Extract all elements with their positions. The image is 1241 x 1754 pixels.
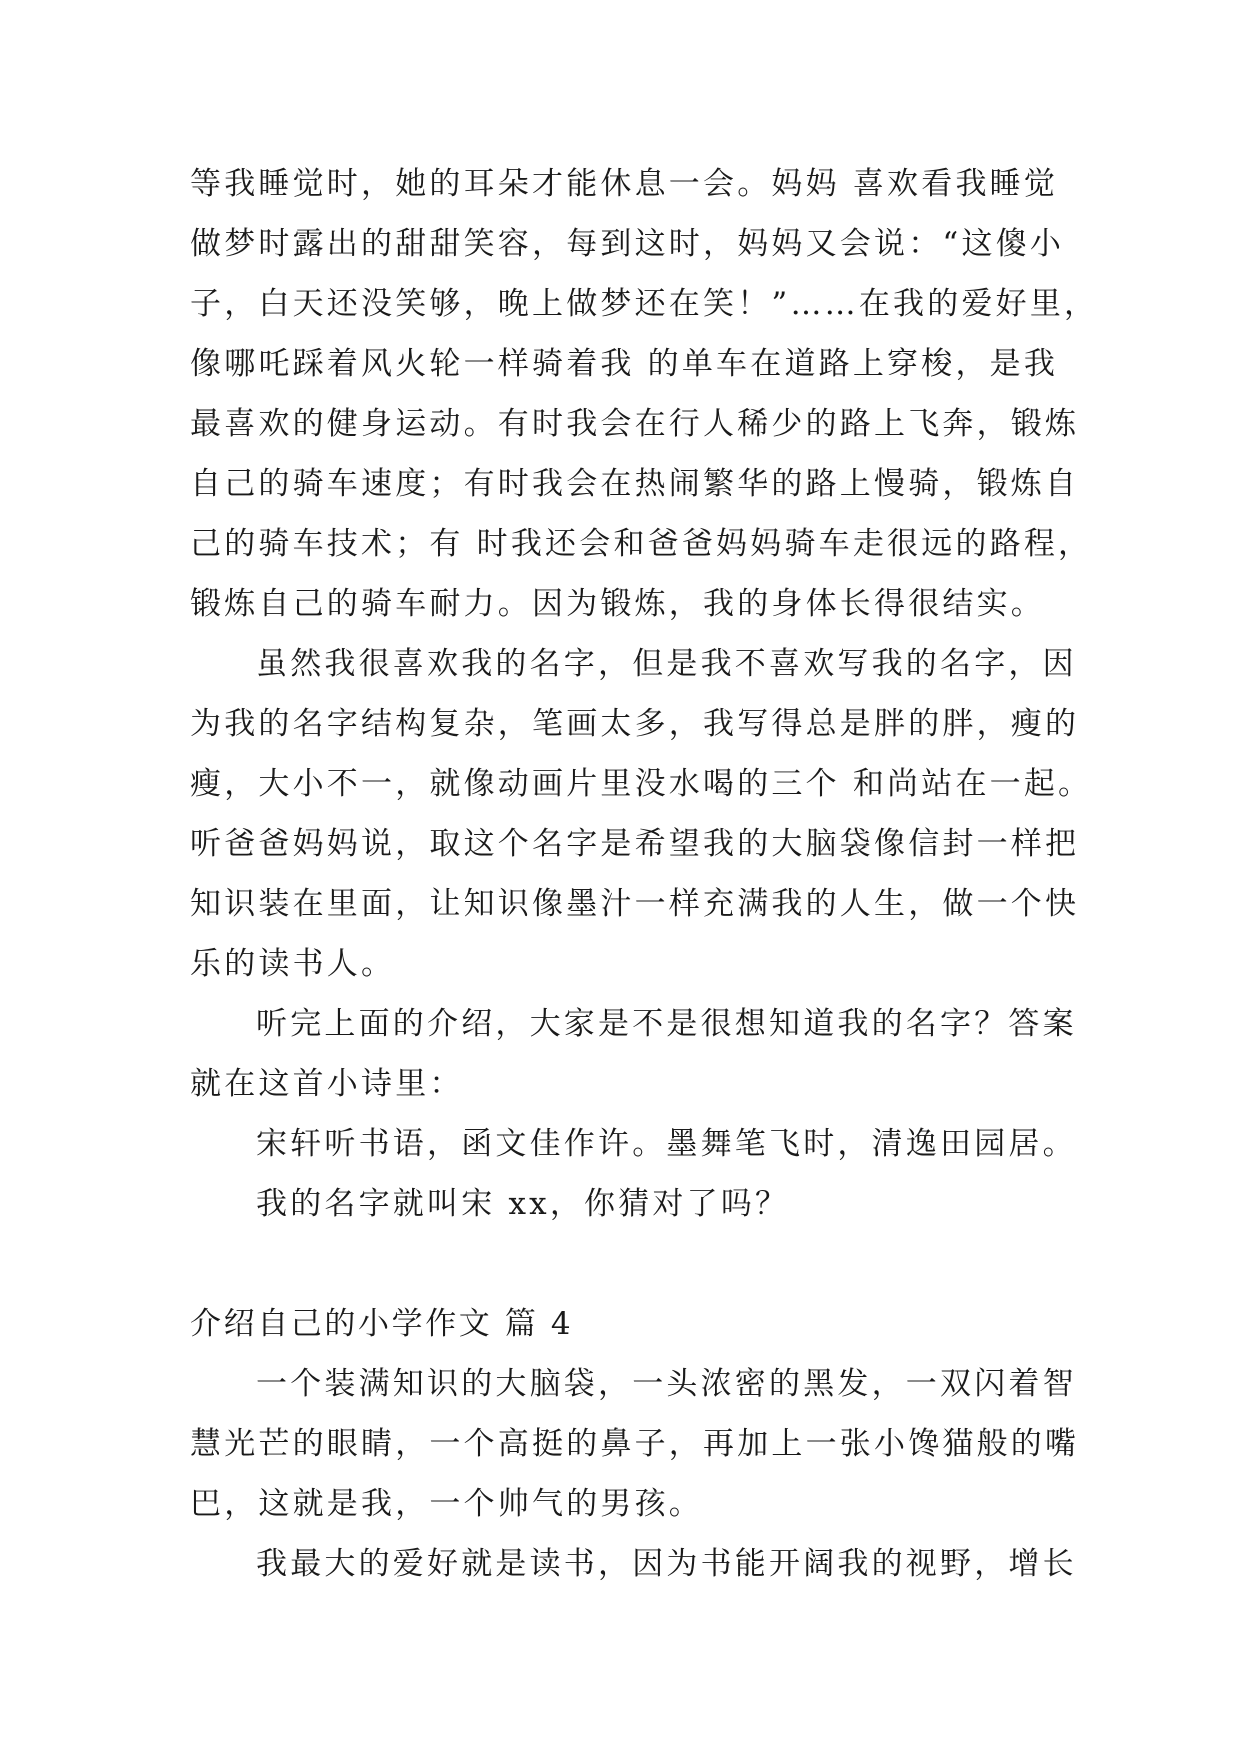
text-line: 听爸爸妈妈说，取这个名字是希望我的大脑袋像信封一样把: [190, 826, 1080, 862]
text-line: 做梦时露出的甜甜笑容，每到这时，妈妈又会说：“这傻小: [190, 226, 1065, 262]
text-line: 我最大的爱好就是读书，因为书能开阔我的视野，增长: [256, 1546, 1077, 1582]
text-line: 最喜欢的健身运动。有时我会在行人稀少的路上飞奔，锻炼: [190, 406, 1080, 442]
text-line: 己的骑车技术；有 时我还会和爸爸妈妈骑车走很远的路程，: [190, 526, 1093, 562]
text-line: 虽然我很喜欢我的名字，但是我不喜欢写我的名字，因: [256, 646, 1077, 682]
text-line: 一个装满知识的大脑袋，一头浓密的黑发，一双闪着智: [256, 1366, 1077, 1402]
poem-line: 宋轩听书语，函文佳作许。墨舞笔飞时，清逸田园居。: [256, 1126, 1077, 1162]
text-line: 慧光芒的眼睛，一个高挺的鼻子，再加上一张小馋猫般的嘴: [190, 1426, 1080, 1462]
section-heading: 介绍自己的小学作文 篇 4: [190, 1306, 574, 1342]
text-line: 为我的名字结构复杂，笔画太多，我写得总是胖的胖，瘦的: [190, 706, 1080, 742]
text-line: 听完上面的介绍，大家是不是很想知道我的名字？答案: [256, 1006, 1077, 1042]
text-line: 子，白天还没笑够，晚上做梦还在笑！”……在我的爱好里，: [190, 286, 1099, 322]
text-line: 等我睡觉时，她的耳朵才能休息一会。妈妈 喜欢看我睡觉: [190, 166, 1059, 202]
text-line: 锻炼自己的骑车耐力。因为锻炼，我的身体长得很结实。: [190, 586, 1045, 622]
text-line: 像哪吒踩着风火轮一样骑着我 的单车在道路上穿梭，是我: [190, 346, 1059, 382]
answer-line: 我的名字就叫宋 xx，你猜对了吗？: [256, 1186, 790, 1222]
text-line: 瘦，大小不一，就像动画片里没水喝的三个 和尚站在一起。: [190, 766, 1093, 802]
text-line: 自己的骑车速度；有时我会在热闹繁华的路上慢骑，锻炼自: [190, 466, 1080, 502]
text-line: 巴，这就是我，一个帅气的男孩。: [190, 1486, 703, 1522]
text-line: 知识装在里面，让知识像墨汁一样充满我的人生，做一个快: [190, 886, 1080, 922]
text-line: 乐的读书人。: [190, 946, 396, 982]
text-line: 就在这首小诗里：: [190, 1066, 464, 1102]
